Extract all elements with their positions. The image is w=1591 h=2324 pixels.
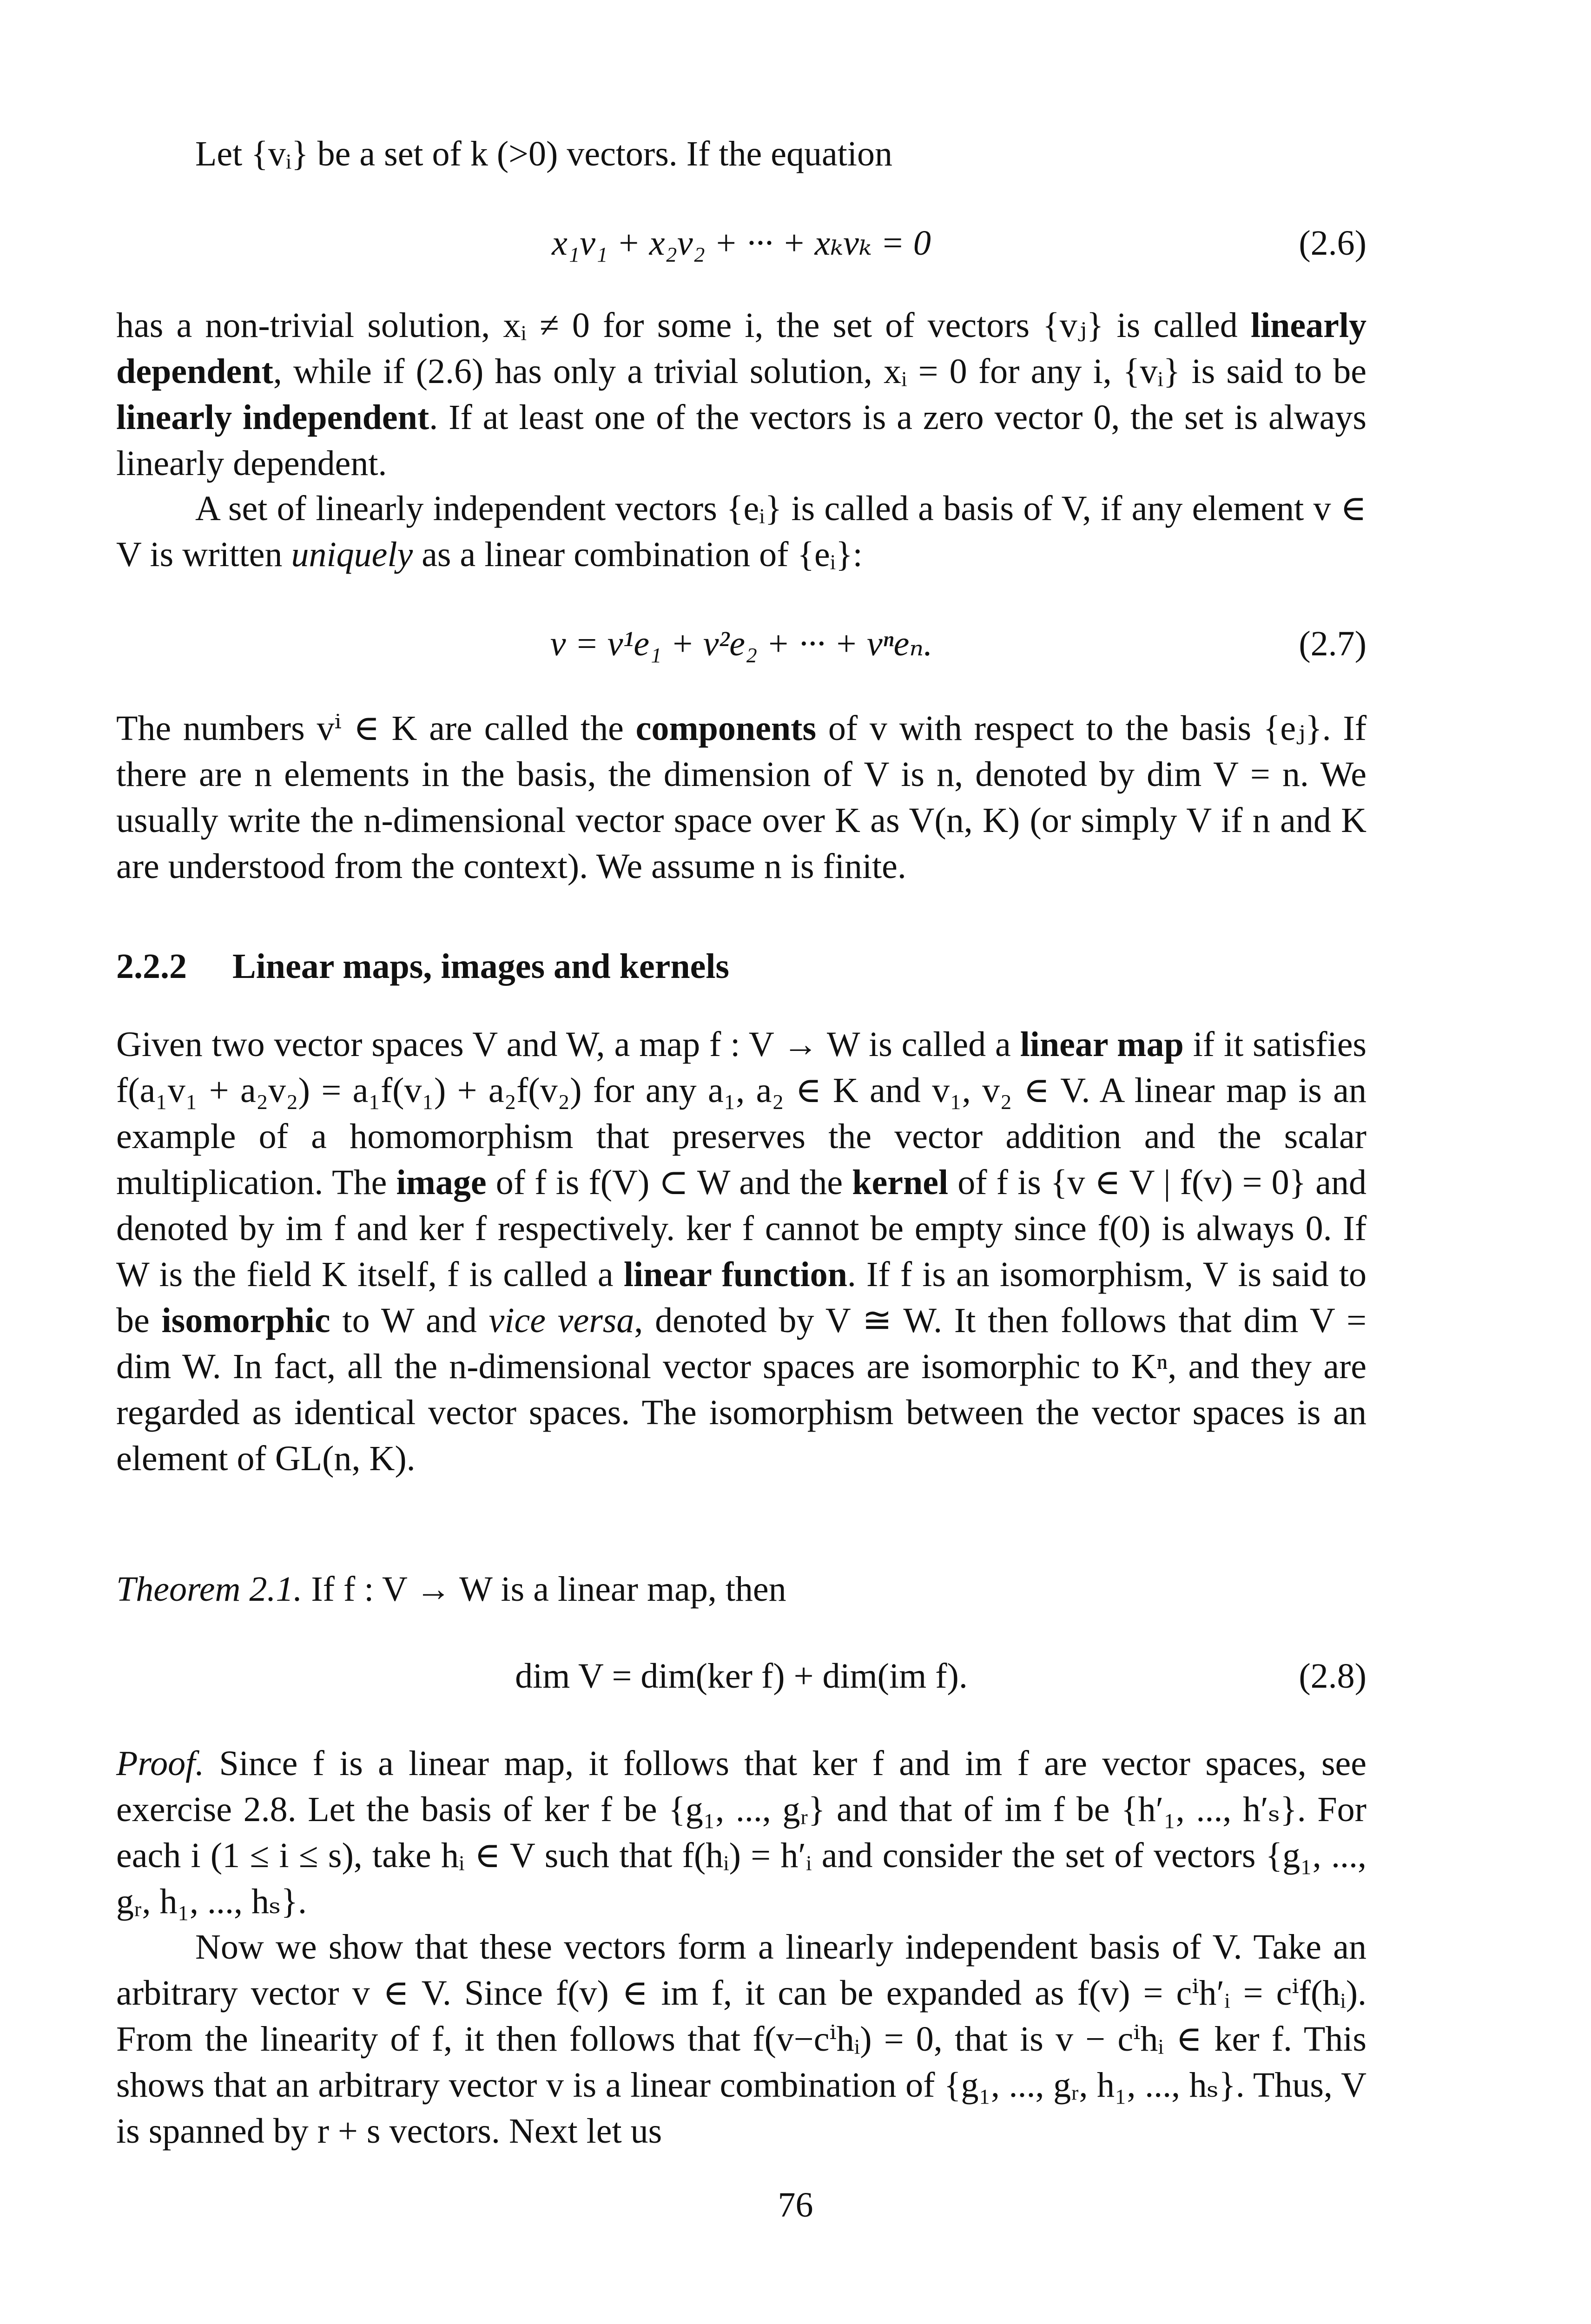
theorem-text: If f : V → W is a linear map, then — [311, 1570, 786, 1609]
text: A set of linearly independent vectors {eᵢ} is called a basis of V, if any element v ∈ V is written — [116, 489, 1367, 574]
text: , denoted by V ≅ W. It then follows that dim V = dim W. In fact, all the n-dimensional vector spaces are isomorphic to Kⁿ, and they are regarded as identical vector spaces. The isomorphism between the vector spaces is an element of GL(n, K). — [116, 1301, 1367, 1478]
equation-expression: x₁v₁ + x₂v₂ + ··· + xₖvₖ = 0 — [552, 224, 931, 263]
term-isomorphic: isomorphic — [161, 1301, 330, 1340]
section-number: 2.2.2 — [116, 947, 187, 986]
term-linear-function: linear function — [623, 1255, 847, 1294]
term-linearly-dependent: linearly dependent — [116, 306, 1367, 391]
term-kernel: kernel — [852, 1163, 949, 1202]
theorem-2-1 — [116, 1566, 1367, 1612]
proof-label: Proof. — [116, 1744, 205, 1783]
text: Now we show that these vectors form a linearly independent basis of V. Take an arbitrary vector v ∈ V. Since f(v) ∈ im f, it can be expanded as f(v) = cⁱh′ᵢ = cⁱf(hᵢ). From the linearity of f, it then follows that f(v−cⁱhᵢ) = 0, that is v − cⁱhᵢ ∈ ker f. This shows that an arbitrary vector v is a linear combination of {g₁, ..., gᵣ, h₁, ..., hₛ}. Thus, V is spanned by r + s vectors. Next let us — [116, 1928, 1367, 2151]
equation-2-6 — [116, 220, 1367, 266]
text: of v with respect to the basis {eⱼ}. If there are n elements in the basis, the dimension of V is n, denoted by dim V = n. We usually write the n-dimensional vector space over K as V(n, K) (or simply V if n and K are understood from the context). We assume n is finite. — [116, 709, 1367, 886]
text: The numbers vⁱ ∈ K are called the — [116, 709, 624, 748]
text: Since f is a linear map, it follows that ker f and im f are vector spaces, see exercise 2.8. Let the basis of ker f be {g₁, ..., gᵣ} and that of im f be {h′₁, ..., h′ₛ}. For each i (1 ≤ i ≤ s), take hᵢ ∈ V such that f(hᵢ) = h′ᵢ and consider the set of vectors {g₁, ..., gᵣ, h₁, ..., hₛ}. — [116, 1744, 1367, 1921]
equation-expression: dim V = dim(ker f) + dim(im f). — [515, 1657, 968, 1696]
text: has a non-trivial solution, xᵢ ≠ 0 for some i, the set of vectors {vⱼ} is called — [116, 306, 1238, 345]
equation-number: (2.7) — [1299, 624, 1367, 663]
text: Given two vector spaces V and W, a map f : V → W is called a — [116, 1025, 1011, 1064]
term-image: image — [396, 1163, 487, 1202]
proof-paragraph-1 — [116, 1741, 1367, 1925]
equation-2-8 — [116, 1653, 1367, 1699]
section-title: Linear maps, images and kernels — [232, 947, 730, 986]
text: . If at least one of the vectors is a zero vector 0, the set is always linearly dependent. — [116, 398, 1367, 483]
page-number: 76 — [778, 2185, 813, 2225]
emphasis-vice-versa: vice versa — [489, 1301, 634, 1340]
term-linearly-independent: linearly independent — [116, 398, 429, 437]
paragraph-intro — [116, 131, 1367, 177]
equation-number: (2.6) — [1299, 224, 1367, 263]
text: if it satisfies f(a₁v₁ + a₂v₂) = a₁f(v₁) + a₂f(v₂) for any a₁, a₂ ∈ K and v₁, v₂ ∈ V. A linear map is an example of a homomorphism that preserves the vector addition and the scalar multiplication. The — [116, 1025, 1367, 1202]
theorem-label: Theorem 2.1. — [116, 1570, 303, 1609]
text: of f is {v ∈ V | f(v) = 0} and denoted by im f and ker f respectively. ker f cannot be empty since f(0) is always 0. If W is the field K itself, f is called a — [116, 1163, 1367, 1294]
text: of f is f(V) ⊂ W and the — [495, 1163, 843, 1202]
paragraph-basis — [116, 486, 1367, 578]
proof-paragraph-2 — [116, 1924, 1367, 2154]
term-components: components — [635, 709, 817, 748]
section-heading — [116, 944, 1367, 990]
equation-expression: v = v¹e₁ + v²e₂ + ··· + vⁿeₙ. — [550, 624, 933, 663]
text: Let {vᵢ} be a set of k (>0) vectors. If the equation — [195, 134, 892, 173]
equation-number: (2.8) — [1299, 1657, 1367, 1696]
paragraph-linear-maps — [116, 1022, 1367, 1482]
paragraph-linear-dependence — [116, 303, 1367, 487]
text: as a linear combination of {eᵢ}: — [422, 535, 863, 574]
term-linear-map: linear map — [1020, 1025, 1184, 1064]
equation-2-7 — [116, 621, 1367, 667]
text: . If f is an isomorphism, V is said to be — [116, 1255, 1367, 1340]
paragraph-components — [116, 706, 1367, 890]
text: to W and — [342, 1301, 477, 1340]
text: , while if (2.6) has only a trivial solution, xᵢ = 0 for any i, {vᵢ} is said to be — [273, 352, 1367, 391]
emphasis-uniquely: uniquely — [291, 535, 413, 574]
